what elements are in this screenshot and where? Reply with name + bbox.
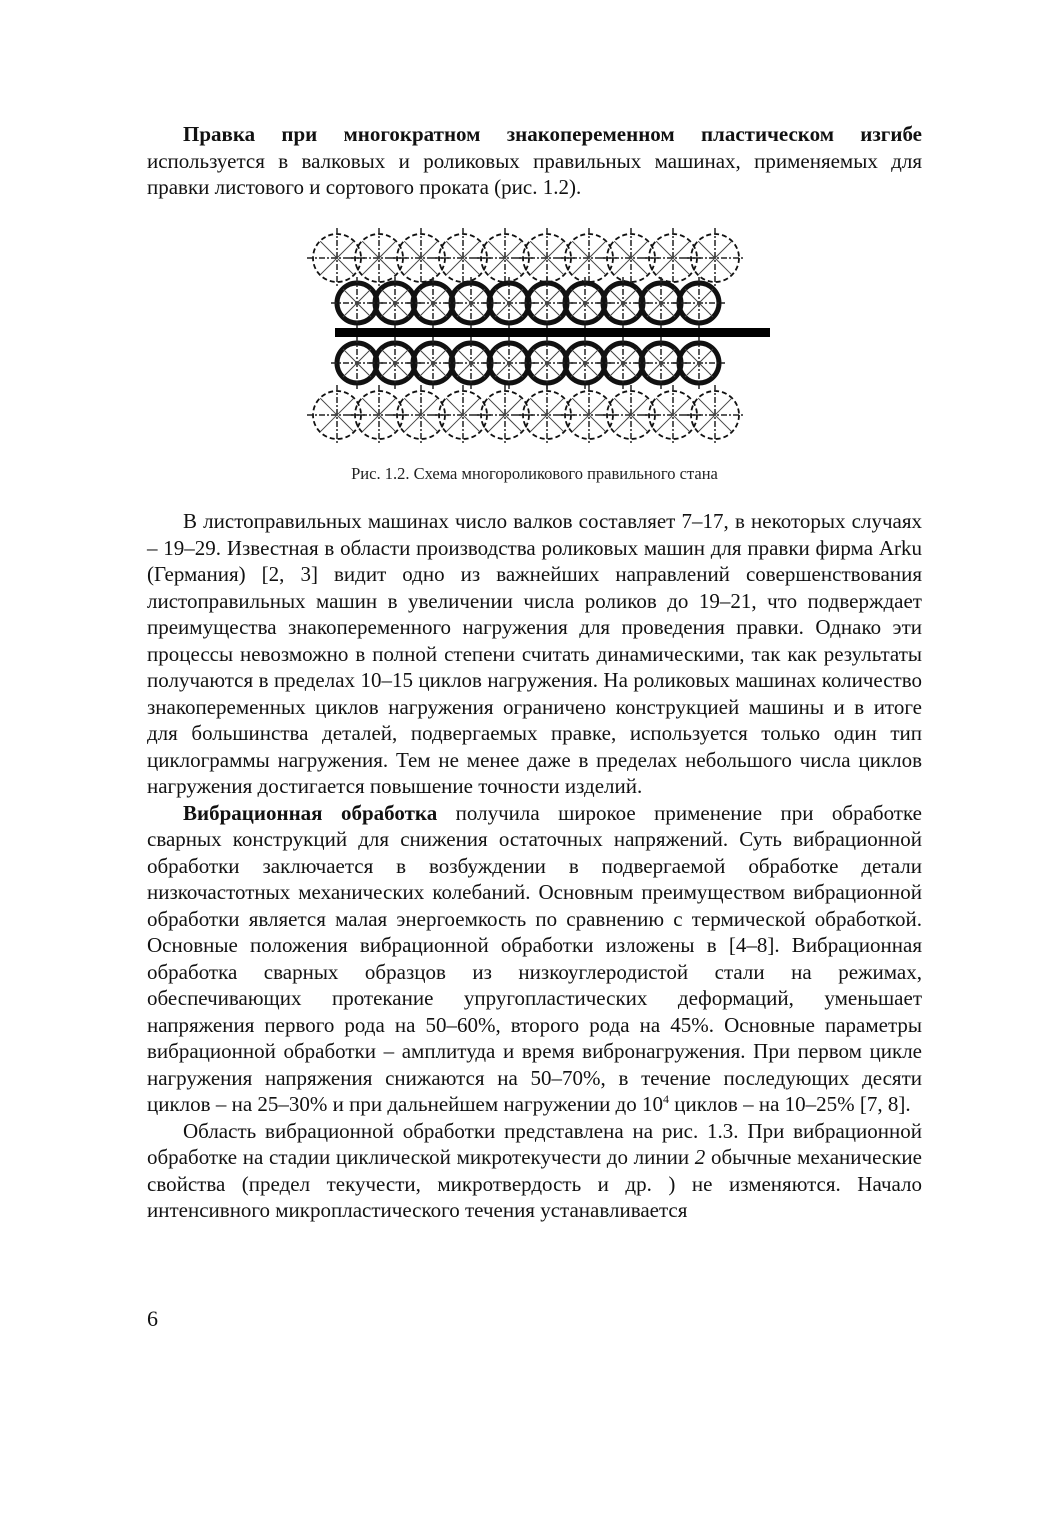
paragraph-text-tail: циклов – на 10–25% [7, 8]. (669, 1092, 911, 1116)
work-roller-bottom (673, 337, 725, 389)
paragraph-text: получила широкое применение при обработке сварных конструкций для снижения остаточных напряжений. Суть вибрационной обработки заключается в возбуждении в подвергаемой обработке детали низкочастотных механических колебаний. Основным преимуществом вибрационной обработки является малая энергоемкость по сравнению с термической обработкой. Основные положения вибрационной обработки изложены в [4–8]. Вибрационная обработка сварных образцов из низкоуглеродистой стали на режимах, обеспечивающих протекание упругопластических деформаций, уменьшает напряжения первого рода на 50–60%, второго рода на 45%. Основные параметры вибрационной обработки – амплитуда и время вибронагружения. При первом цикле нагружения напряжения снижаются на 50–70%, в течение последующих десяти циклов – на 25–30% и при дальнейшем нагружении до 10 (147, 800, 922, 1116)
paragraph-roller-machines: В листоправильных машинах число валков составляет 7–17, в некоторых случаях – 19–29. Известная в области производства роликовых машин для правки фирма Arku (Германия) [2, 3] видит одно из важнейших направлений совершенствования листоправильных машин в увеличении числа роликов до 19–21, что подверждает преимущества знакопеременного нагружения для проведения правки. Однако эти процессы невозможно в полной степени считать динамическими, так как результаты получаются в пределах 10–15 циклов нагружения. На роликовых машинах количество знакопеременных циклов нагружения ограничено конструкцией машины и в итоге для большинства деталей, подвергаемых правке, используется только один тип циклограммы нагружения. Тем не менее даже в пределах небольшого числа циклов нагружения достигается повышение точности изделий. (147, 509, 922, 798)
main-text (147, 508, 922, 1224)
backup-roller-bottom (685, 385, 745, 445)
paragraph-vibration-area (147, 1118, 922, 1224)
backup-roller-top (685, 228, 745, 288)
paragraph-text-tail: обычные механические свойства (предел текучести, микротвердость и др. ) не изменяются. Начало интенсивного микропластического течения устанавливается (147, 1145, 922, 1222)
work-roller-top (673, 277, 725, 329)
paragraph-text: используется в валковых и роликовых правильных машинах, применяемых для правки листового и сортового проката (рис. 1.2). (147, 148, 922, 199)
paragraph-vibration-treatment (147, 800, 922, 1118)
strip (335, 328, 770, 337)
paragraph-text: Область вибрационной обработки представлена на рис. 1.3. При вибрационной обработке на стадии циклической микротекучести до линии (147, 1118, 922, 1169)
multi-roller-straightener-figure (295, 225, 775, 455)
superscript-exponent: 4 (663, 1092, 669, 1106)
line-number-italic: 2 (694, 1145, 706, 1169)
page-number: 6 (147, 1306, 158, 1331)
paragraph-straightening-intro (147, 121, 922, 201)
term-straightening: Правка при многократном знакопеременном пластическом изгибе (183, 122, 922, 146)
figure-caption: Рис. 1.2. Схема многороликового правильного стана (351, 464, 718, 483)
term-vibration-treatment: Вибрационная обработка (183, 800, 438, 825)
